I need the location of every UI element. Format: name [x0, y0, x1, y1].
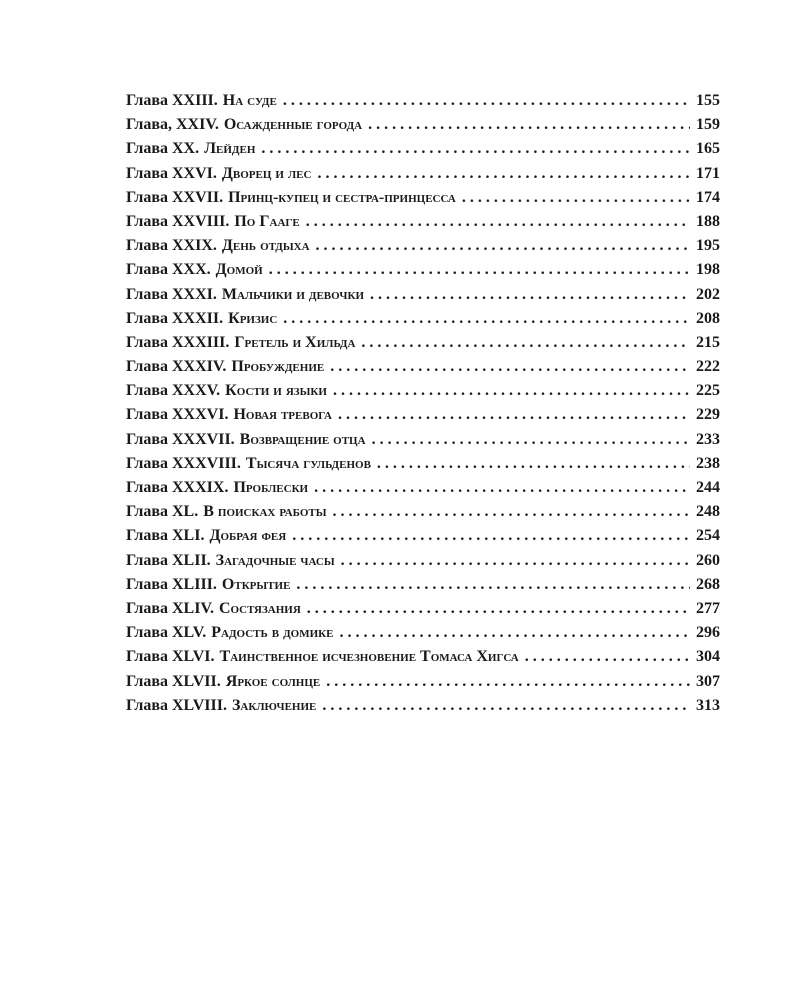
dot-leader [317, 162, 690, 186]
chapter-label: Глава XLVIII. [126, 696, 227, 714]
toc-entry[interactable] [126, 621, 720, 645]
chapter-label: Глава XXXIX. [126, 479, 229, 496]
chapter-title: По Гааге [234, 212, 300, 230]
chapter-label: Глава XXXVII. [126, 430, 235, 448]
page-number: 198 [696, 261, 720, 279]
toc-entry[interactable] [126, 379, 720, 403]
toc-entry[interactable] [126, 549, 720, 573]
dot-leader [372, 428, 690, 452]
page-number: 202 [696, 285, 720, 303]
chapter-label: Глава XLV. [126, 624, 207, 642]
toc-entry[interactable] [126, 283, 720, 307]
page-number: 165 [696, 140, 720, 158]
toc-entry[interactable] [126, 234, 720, 258]
page-number: 215 [696, 333, 720, 351]
toc-entry[interactable] [126, 524, 720, 548]
dot-leader [368, 113, 690, 137]
toc-entry[interactable] [126, 258, 720, 282]
toc-entry[interactable] [126, 89, 720, 113]
toc-entry[interactable] [126, 645, 720, 669]
chapter-label: Глава XLIV. [126, 599, 214, 617]
page-number: 296 [696, 624, 720, 642]
page-number: 171 [696, 164, 720, 182]
page-number: 254 [696, 527, 720, 545]
chapter-title: Проблески [233, 479, 309, 496]
page-number: 208 [696, 309, 720, 327]
chapter-label: Глава XXIII. [126, 92, 218, 109]
chapter-label: Глава, XXIV. [126, 116, 219, 134]
chapter-title: Принц-купец и сестра-принцесса [228, 188, 456, 206]
dot-leader [361, 331, 690, 355]
dot-leader [322, 694, 690, 718]
chapter-label: Глава XXX. [126, 261, 211, 279]
chapter-label: Глава XXVIII. [126, 212, 230, 230]
dot-leader [269, 258, 690, 282]
dot-leader [316, 234, 690, 258]
dot-leader [261, 137, 690, 161]
chapter-title: На суде [222, 92, 277, 109]
page-number: 248 [696, 503, 720, 521]
chapter-title: Добрая фея [209, 527, 287, 545]
page-number: 222 [696, 358, 720, 376]
page-number: 260 [696, 551, 720, 569]
dot-leader [330, 355, 690, 379]
chapter-title: Осажденные города [223, 116, 363, 134]
chapter-title: Яркое солнце [225, 672, 321, 690]
toc-entry[interactable] [126, 428, 720, 452]
dot-leader [333, 500, 690, 524]
dot-leader [326, 670, 690, 694]
chapter-label: Глава XLIII. [126, 575, 217, 593]
chapter-label: Глава XLI. [126, 527, 205, 545]
dot-leader [462, 186, 690, 210]
page-number: 225 [696, 382, 720, 400]
toc-entry[interactable] [126, 137, 720, 161]
page-number: 277 [696, 599, 720, 617]
chapter-label: Глава XXVII. [126, 188, 224, 206]
chapter-title: Гретель и Хильда [234, 333, 356, 351]
page-number: 304 [696, 648, 720, 666]
chapter-label: Глава XXXIII. [126, 333, 230, 351]
toc-entry[interactable] [126, 403, 720, 427]
page-number: 307 [696, 672, 720, 690]
page-number: 174 [696, 188, 720, 206]
page-number: 229 [696, 406, 720, 424]
chapter-title: Кризис [228, 309, 278, 327]
chapter-title: Пробуждение [231, 358, 325, 376]
toc-entry[interactable] [126, 113, 720, 137]
toc-entry[interactable] [126, 500, 720, 524]
page-number: 159 [696, 116, 720, 134]
dot-leader [377, 452, 690, 476]
dot-leader [292, 524, 690, 548]
chapter-title: День отдыха [221, 237, 310, 255]
chapter-title: Заключение [231, 696, 317, 714]
chapter-label: Глава XXXVI. [126, 406, 229, 424]
chapter-title: Новая тревога [233, 406, 333, 424]
toc-entry[interactable] [126, 597, 720, 621]
toc-entry[interactable] [126, 162, 720, 186]
chapter-label: Глава XXXI. [126, 285, 217, 303]
chapter-title: Лейден [204, 140, 256, 158]
dot-leader [341, 549, 690, 573]
dot-leader [525, 645, 690, 669]
chapter-label: Глава XLVII. [126, 672, 221, 690]
chapter-title: Загадочные часы [215, 551, 335, 569]
toc-entry[interactable] [126, 186, 720, 210]
page-number: 195 [696, 237, 720, 255]
chapter-title: Дворец и лес [221, 164, 312, 182]
toc-entry[interactable] [126, 452, 720, 476]
chapter-title: Домой [215, 261, 263, 279]
chapter-title: В поисках работы [203, 503, 327, 521]
toc-entry[interactable] [126, 670, 720, 694]
chapter-label: Глава XXXII. [126, 309, 224, 327]
toc-entry[interactable] [126, 476, 720, 500]
dot-leader [283, 89, 690, 113]
page-number: 313 [696, 696, 720, 714]
chapter-label: Глава XXVI. [126, 164, 217, 182]
dot-leader [296, 573, 690, 597]
toc-entry[interactable] [126, 694, 720, 718]
chapter-label: Глава XLII. [126, 551, 211, 569]
chapter-title: Тысяча гульденов [245, 454, 371, 472]
page-number: 238 [696, 454, 720, 472]
dot-leader [333, 379, 690, 403]
dot-leader [338, 403, 690, 427]
page-number: 155 [696, 92, 720, 109]
dot-leader [283, 307, 690, 331]
chapter-title: Кости и языки [225, 382, 327, 400]
toc-entry[interactable] [126, 331, 720, 355]
dot-leader [314, 476, 690, 500]
toc-entry[interactable] [126, 573, 720, 597]
dot-leader [370, 283, 690, 307]
toc-entry[interactable] [126, 355, 720, 379]
chapter-label: Глава XXIX. [126, 237, 217, 255]
toc-entry[interactable] [126, 307, 720, 331]
chapter-title: Открытие [221, 575, 291, 593]
chapter-title: Радость в домике [211, 624, 334, 642]
chapter-label: Глава XXXVIII. [126, 454, 241, 472]
dot-leader [340, 621, 691, 645]
chapter-title: Таинственное исчезновение Томаса Хигса [219, 648, 519, 666]
chapter-label: Глава XXXV. [126, 382, 221, 400]
page-number: 233 [696, 430, 720, 448]
chapter-label: Глава XLVI. [126, 648, 215, 666]
chapter-title: Возвращение отца [239, 430, 366, 448]
dot-leader [306, 210, 690, 234]
chapter-label: Глава XX. [126, 140, 200, 158]
page-number: 268 [696, 575, 720, 593]
chapter-label: Глава XXXIV. [126, 358, 227, 376]
chapter-title: Мальчики и девочки [221, 285, 365, 303]
table-of-contents [126, 89, 720, 718]
chapter-title: Состязания [218, 599, 301, 617]
toc-entry[interactable] [126, 210, 720, 234]
chapter-label: Глава XL. [126, 503, 199, 521]
page-number: 244 [696, 479, 720, 496]
page-number: 188 [696, 212, 720, 230]
dot-leader [307, 597, 690, 621]
